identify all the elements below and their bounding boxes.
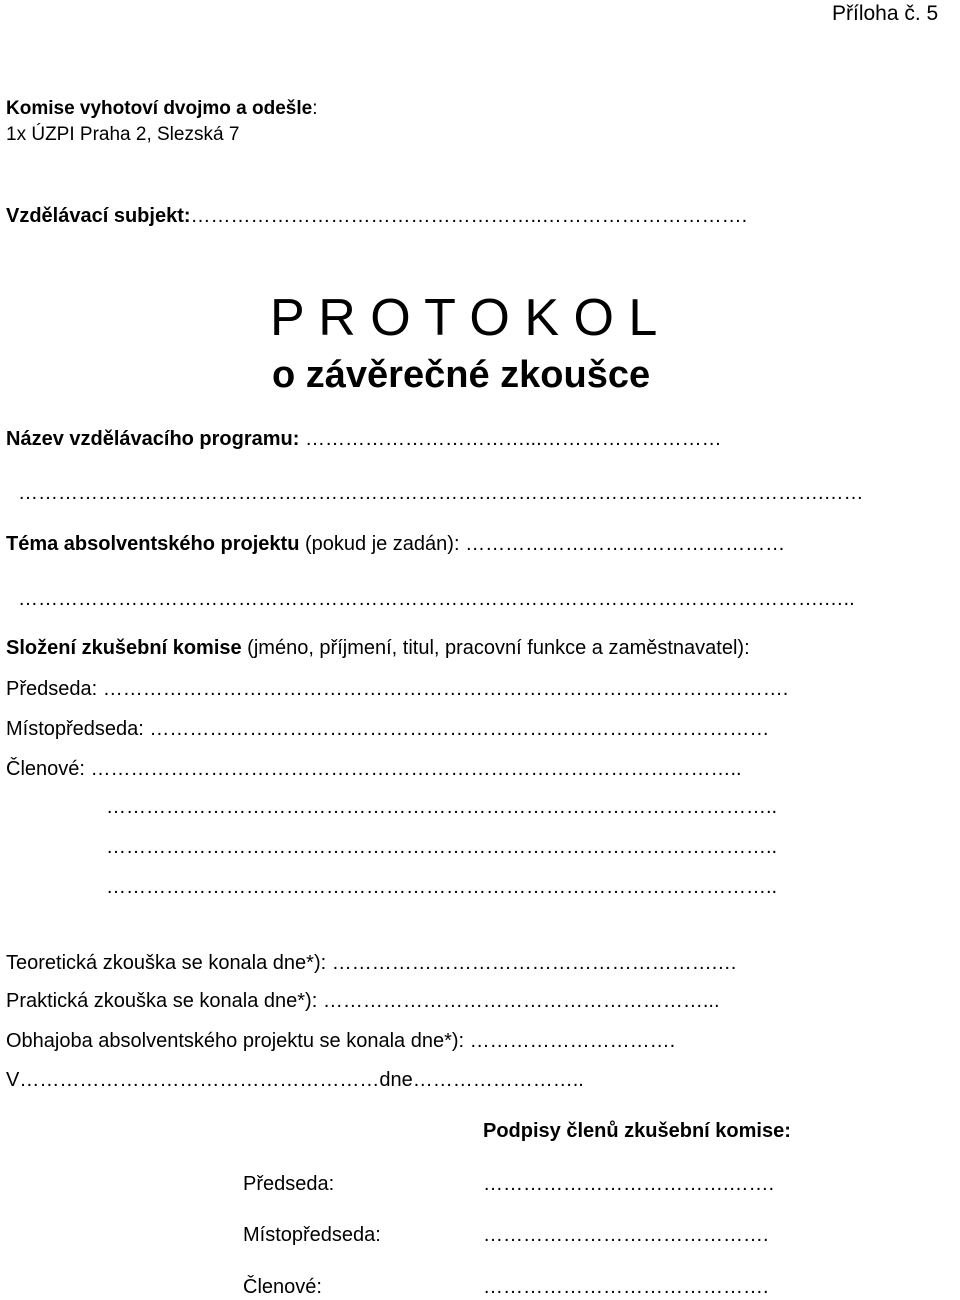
signatures-heading: Podpisy členů zkušební komise: [483, 1120, 791, 1142]
committee-members-line [6, 758, 742, 781]
committee-member-dots-line: ……………………………………………………………………………………….. [106, 796, 778, 818]
signature-chair-line: ……………………………….……. [483, 1173, 775, 1195]
practice-exam-dots: …………………………………………………... [322, 990, 720, 1012]
theory-exam-line [6, 952, 737, 975]
defense-label: Obhajoba absolventského projektu se konala dne*): [6, 1030, 465, 1052]
place-date-line [6, 1069, 584, 1092]
committee-label: Složení zkušební komise [6, 637, 242, 659]
signature-vice-label: Místopředseda: [243, 1224, 381, 1246]
subject-line [6, 205, 747, 228]
project-dots: ………………………………………… [465, 533, 786, 555]
program-label: Název vzdělávacího programu: [6, 428, 300, 450]
sender-instruction [6, 98, 317, 120]
signature-chair-label: Předseda: [243, 1173, 335, 1195]
committee-member-dots-line: ……………………………………………………………………………………….. [106, 876, 778, 898]
program-dots: ……………………………...……………………… [305, 428, 722, 450]
program-line [6, 428, 722, 451]
committee-line [6, 637, 750, 660]
committee-members-dots: …………………………………………………………………………………….. [90, 758, 742, 780]
sender-address: 1x ÚZPI Praha 2, Slezská 7 [6, 124, 240, 145]
signature-members-line: ……………………………………. [483, 1276, 769, 1298]
signature-vice-line: ……………………………………. [483, 1224, 769, 1246]
date-dots: …………………….. [412, 1069, 584, 1091]
project-label-note: (pokud je zadán): [299, 533, 460, 555]
project-label: Téma absolventského projektu [6, 533, 300, 555]
program-dots-line: ………………………………………………………………………………………………………….…… [18, 482, 864, 504]
annex-label: Příloha č. 5 [832, 2, 939, 25]
theory-exam-label: Teoretická zkouška se konala dne*): [6, 952, 327, 974]
document-subtitle: o závěrečné zkoušce [272, 354, 651, 396]
defense-line [6, 1030, 675, 1053]
sender-instruction-colon: : [312, 98, 318, 119]
committee-vice-label: Místopředseda: [6, 718, 144, 740]
sender-instruction-bold: Komise vyhotoví dvojmo a odešle [6, 98, 313, 119]
practice-exam-line [6, 990, 720, 1013]
practice-exam-label: Praktická zkouška se konala dne*): [6, 990, 318, 1012]
signature-members-label: Členové: [243, 1276, 322, 1298]
project-dots-line: ………………………………………………………………………………………………………….….. [18, 588, 855, 610]
subject-label: Vzdělávací subjekt: [6, 205, 191, 227]
defense-dots: …………………………. [469, 1030, 676, 1052]
committee-vice-line [6, 718, 769, 741]
project-line [6, 533, 785, 556]
date-word: dne [379, 1069, 413, 1091]
place-prefix: V [6, 1069, 20, 1091]
committee-chair-line [6, 678, 788, 701]
committee-label-note: (jméno, příjmení, titul, pracovní funkce a zaměstnavatel): [241, 637, 750, 659]
committee-vice-dots: ………………………………………………………………………………… [149, 718, 770, 740]
committee-members-label: Členové: [6, 758, 85, 780]
place-dots: ……………………………………………… [19, 1069, 380, 1091]
committee-member-dots-line: ……………………………………………………………………………………….. [106, 836, 778, 858]
document-title: P R O T O K O L [270, 289, 658, 347]
theory-exam-dots: ………………………………………………….… [331, 952, 738, 974]
committee-chair-label: Předseda: [6, 678, 98, 700]
committee-chair-dots: …………………………………………………………………………………………. [102, 678, 789, 700]
subject-dots: ……………………………………………..…………………………. [190, 205, 748, 227]
